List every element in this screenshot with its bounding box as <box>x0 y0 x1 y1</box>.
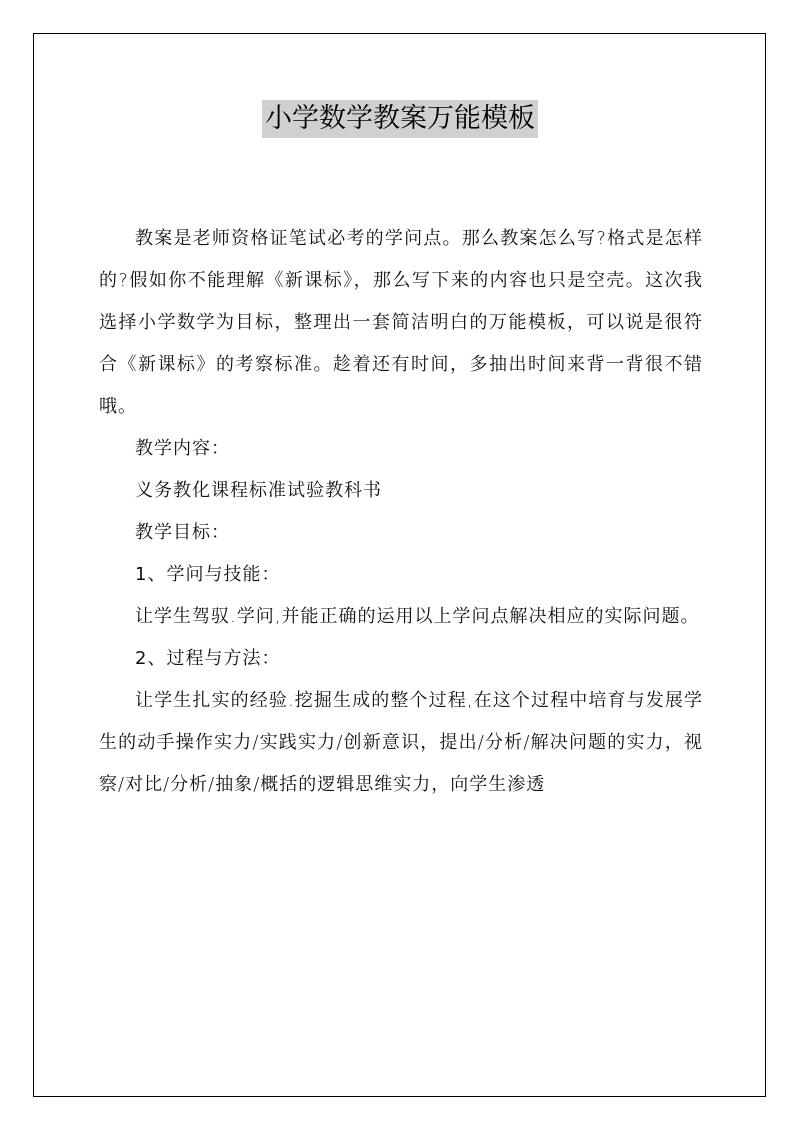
document-body <box>99 218 703 806</box>
goal-2-paragraph: 让学生扎实的经验.挖掘生成的整个过程,在这个过程中培育与发展学生的动手操作实力/实践实力/创新意识，提出/分析/解决问题的实力，视察/对比/分析/抽象/概括的逻辑思维实力，向学生渗透 <box>99 690 703 795</box>
goal-1-heading: 1、学问与技能： <box>135 564 281 585</box>
goal-1-paragraph: 让学生驾驭.学问,并能正确的运用以上学问点解决相应的实际问题。 <box>135 606 700 627</box>
teaching-goals-heading: 教学目标： <box>135 522 230 543</box>
teaching-content-text: 义务教化课程标准试验教科书 <box>135 480 382 501</box>
title-container <box>0 100 800 138</box>
intro-paragraph: 教案是老师资格证笔试必考的学问点。那么教案怎么写?格式是怎样的?假如你不能理解《新课标》，那么写下来的内容也只是空壳。这次我选择小学数学为目标，整理出一套简洁明白的万能模板，可以说是很符合《新课标》的考察标准。趁着还有时间，多抽出时间来背一背很不错哦。 <box>99 228 703 417</box>
teaching-content-heading: 教学内容： <box>135 438 230 459</box>
document-title: 小学数学教案万能模板 <box>262 100 538 138</box>
goal-2-heading: 2、过程与方法： <box>135 648 281 669</box>
